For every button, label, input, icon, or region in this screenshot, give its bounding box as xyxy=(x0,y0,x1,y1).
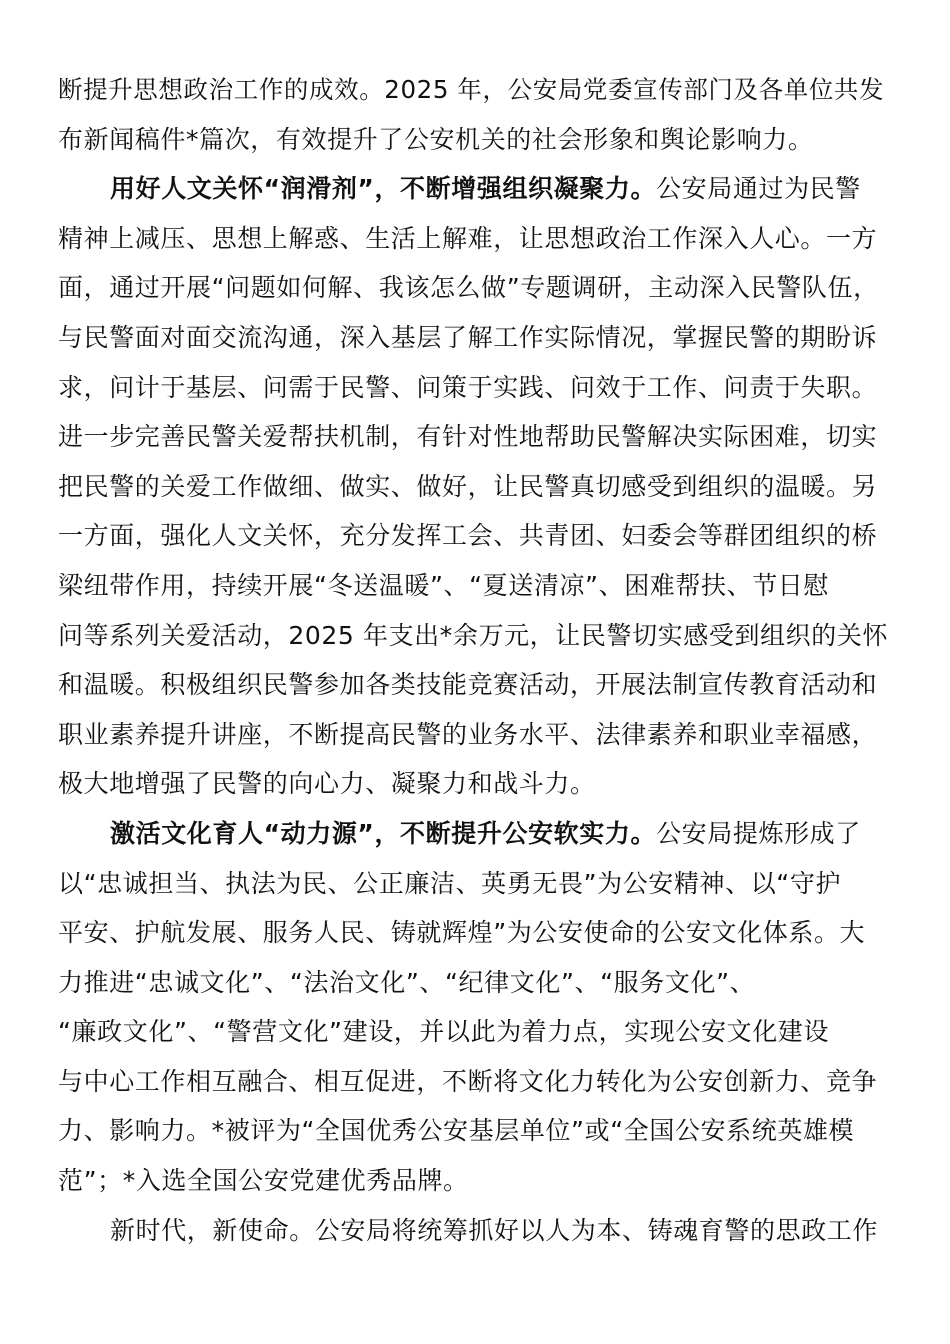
line-text: 公安局通过为民警 xyxy=(656,174,861,204)
text-line xyxy=(58,263,894,313)
paragraph-heading-line xyxy=(58,809,894,859)
line-text: 新时代，新使命。公安局将统筹抓好以人为本、铸魂育警的思政工作 xyxy=(110,1215,879,1245)
paragraph-heading-line xyxy=(58,164,894,214)
line-text: 和温暖。积极组织民警参加各类技能竞赛活动，开展法制宣传教育活动和 xyxy=(58,670,878,700)
text-line xyxy=(58,561,894,611)
text-line xyxy=(58,710,894,760)
line-text: 梁纽带作用，持续开展“冬送温暖”、“夏送清凉”、困难帮扶、节日慰 xyxy=(58,570,830,600)
line-text: 公安局提炼形成了 xyxy=(656,818,861,848)
text-line xyxy=(58,611,894,661)
line-text: 与中心工作相互融合、相互促进，不断将文化力转化为公安创新力、竞争 xyxy=(58,1066,878,1096)
line-text: 求，问计于基层、问需于民警、问策于实践、问效于工作、问责于失职。 xyxy=(58,372,878,402)
line-text: 平安、护航发展、服务人民、铸就辉煌”为公安使命的公安文化体系。大 xyxy=(58,918,866,948)
document-body xyxy=(58,65,894,1255)
line-lead: 用好人文关怀“润滑剂”，不断增强组织凝聚力。 xyxy=(110,174,657,204)
text-line xyxy=(58,363,894,413)
line-text: 与民警面对面交流沟通，深入基层了解工作实际情况，掌握民警的期盼诉 xyxy=(58,322,878,352)
line-text: 力、影响力。*被评为“全国优秀公安基层单位”或“全国公安系统英雄模 xyxy=(58,1116,855,1146)
line-text: 以“忠诚担当、执法为民、公正廉洁、英勇无畏”为公安精神、以“守护 xyxy=(58,868,842,898)
line-text: 精神上减压、思想上解惑、生活上解难，让思想政治工作深入人心。一方 xyxy=(58,223,878,253)
text-line xyxy=(58,65,894,115)
line-text: 面，通过开展“问题如何解、我该怎么做”专题调研，主动深入民警队伍， xyxy=(58,273,879,303)
text-line xyxy=(58,759,894,809)
text-line xyxy=(58,859,894,909)
paragraph-first-line xyxy=(58,1206,894,1256)
line-text: 布新闻稿件*篇次，有效提升了公安机关的社会形象和舆论影响力。 xyxy=(58,124,814,154)
text-line xyxy=(58,1156,894,1206)
text-line xyxy=(58,1106,894,1156)
text-line xyxy=(58,412,894,462)
line-text: 把民警的关爱工作做细、做实、做好，让民警真切感受到组织的温暖。另 xyxy=(58,471,878,501)
line-lead: 激活文化育人“动力源”，不断提升公安软实力。 xyxy=(110,818,657,848)
line-text: 力推进“忠诚文化”、“法治文化”、“纪律文化”、“服务文化”、 xyxy=(58,967,756,997)
line-text: 问等系列关爱活动，2025 年支出*余万元，让民警切实感受到组织的关怀 xyxy=(58,620,889,650)
text-line xyxy=(58,660,894,710)
line-text: 断提升思想政治工作的成效。2025 年，公安局党委宣传部门及各单位共发 xyxy=(58,75,885,104)
text-line xyxy=(58,214,894,264)
text-line xyxy=(58,958,894,1008)
text-line xyxy=(58,908,894,958)
line-text: 极大地增强了民警的向心力、凝聚力和战斗力。 xyxy=(58,769,596,799)
line-text: “廉政文化”、“警营文化”建设，并以此为着力点，实现公安文化建设 xyxy=(58,1017,830,1047)
text-line xyxy=(58,1057,894,1107)
line-text: 进一步完善民警关爱帮扶机制，有针对性地帮助民警解决实际困难，切实 xyxy=(58,422,878,452)
line-text: 范”；*入选全国公安党建优秀品牌。 xyxy=(58,1166,469,1196)
text-line xyxy=(58,462,894,512)
line-text: 一方面，强化人文关怀，充分发挥工会、共青团、妇委会等群团组织的桥 xyxy=(58,521,878,551)
text-line xyxy=(58,511,894,561)
text-line xyxy=(58,1007,894,1057)
line-text: 职业素养提升讲座，不断提高民警的业务水平、法律素养和职业幸福感， xyxy=(58,719,878,749)
text-line xyxy=(58,313,894,363)
text-line xyxy=(58,115,894,165)
